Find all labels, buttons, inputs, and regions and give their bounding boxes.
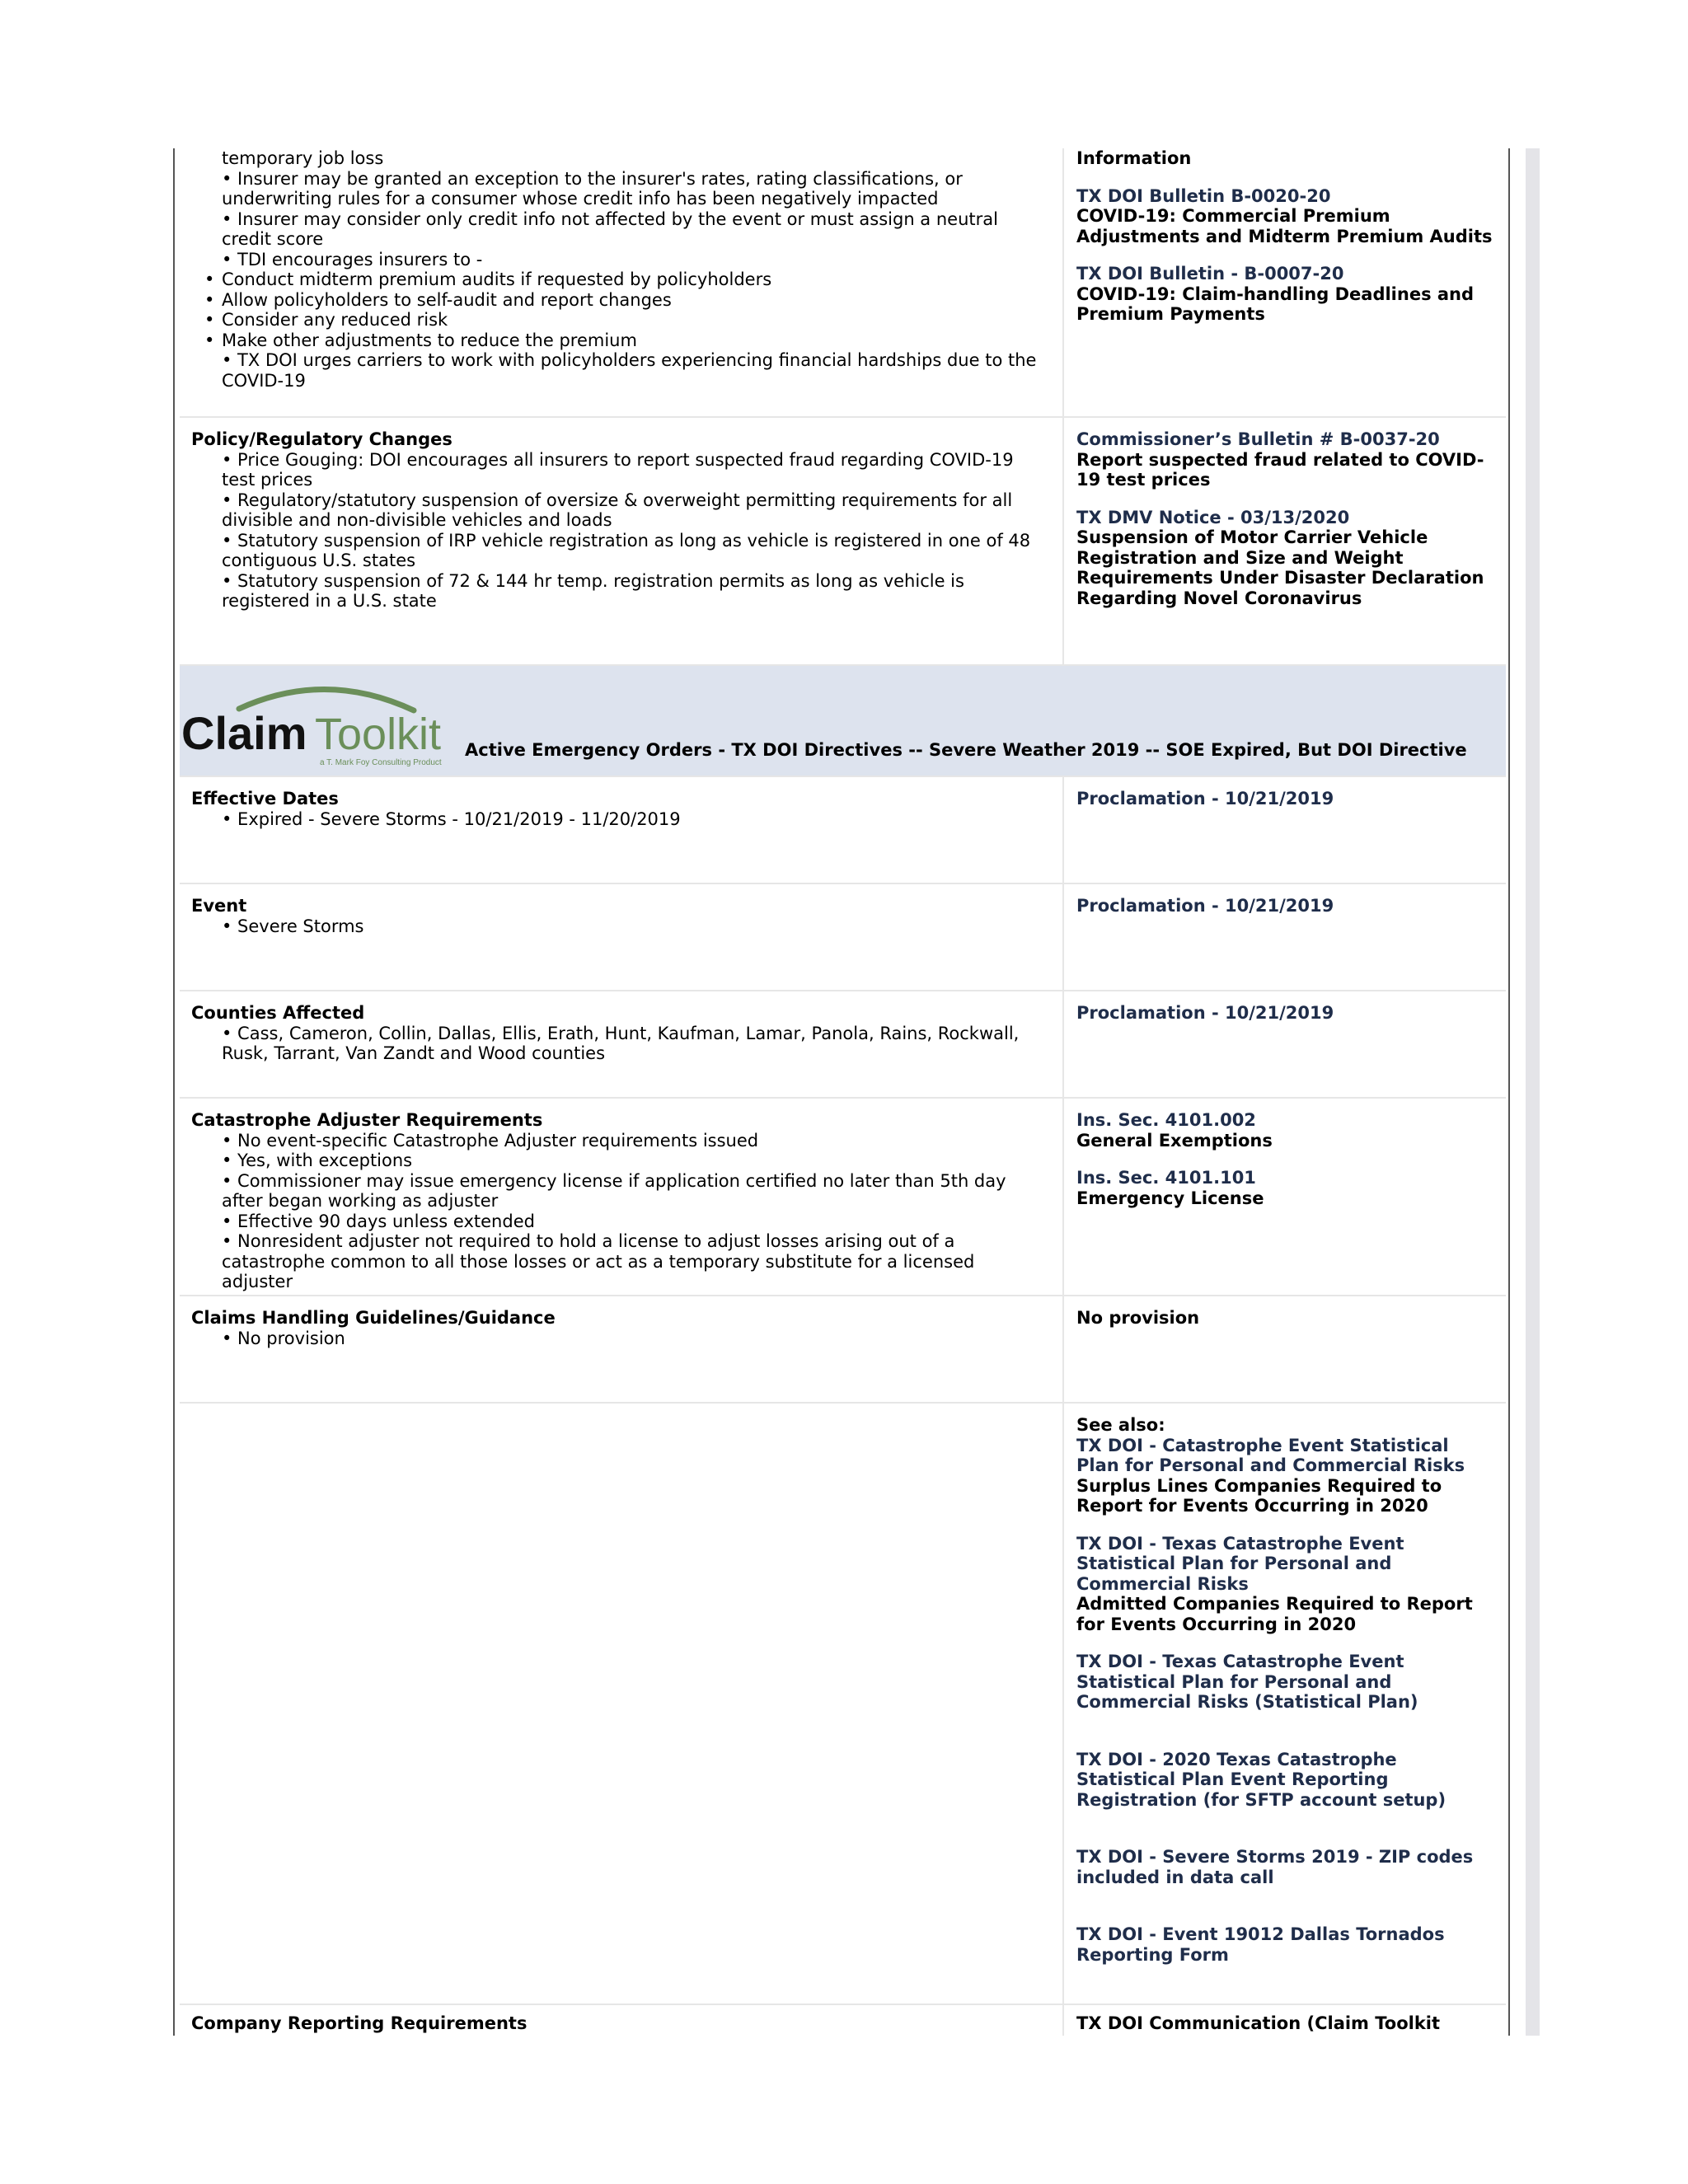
row-left-cell [180, 1296, 1064, 1402]
logo-word-claim: Claim [181, 707, 307, 759]
row-left-cell [180, 991, 1064, 1097]
scrollbar-track[interactable] [1526, 148, 1540, 2036]
row-left-cell [180, 884, 1064, 990]
see-also-label: See also: [1076, 1415, 1165, 1435]
reference-description: Report suspected fraud related to COVID-19 test prices [1076, 449, 1484, 490]
row-left-cell [180, 148, 1064, 416]
row-heading: Policy/Regulatory Changes [191, 429, 452, 449]
reference-link[interactable]: TX DOI - Texas Catastrophe Event Statistical Plan for Personal and Commercial Risks [1076, 1533, 1404, 1594]
list-item: • Price Gouging: DOI encourages all insurers to report suspected fraud regarding COVID-19 test prices [222, 449, 1014, 490]
list-item: • Cass, Cameron, Collin, Dallas, Ellis, Erath, Hunt, Kaufman, Lamar, Panola, Rains, Rockwall, Rusk, Tarrant, Van Zandt and Wood counties [222, 1023, 1020, 1063]
list-item: • Make other adjustments to reduce the premium [191, 330, 1051, 351]
row-heading: Company Reporting Requirements [191, 2013, 528, 2033]
table-row-see-also [180, 1404, 1506, 2005]
table-row-company-reporting [180, 2005, 1506, 2036]
reference-link[interactable]: TX DOI Bulletin B-0020-20 [1076, 185, 1331, 206]
reference-link[interactable]: TX DOI - Catastrophe Event Statistical Plan for Personal and Commercial Risks [1076, 1435, 1465, 1475]
list-item: temporary job loss [222, 148, 384, 168]
statute-link[interactable]: Ins. Sec. 4101.002 [1076, 1110, 1256, 1130]
reference-description: General Exemptions [1076, 1130, 1273, 1151]
list-item: • Regulatory/statutory suspension of oversize & overweight permitting requirements for all divisible and non-divisible vehicles and loads [222, 490, 1013, 530]
list-item: • Nonresident adjuster not required to hold a license to adjust losses arising out of a catastrophe common to all those losses or act as a temporary substitute for a licensed adjuster [222, 1231, 975, 1291]
reference-link[interactable]: Commissioner’s Bulletin # B-0037-20 [1076, 429, 1440, 449]
reference-description: COVID-19: Commercial Premium Adjustments and Midterm Premium Audits [1076, 206, 1493, 246]
statute-link[interactable]: Ins. Sec. 4101.101 [1076, 1168, 1256, 1188]
table-left-border [173, 148, 175, 2036]
list-item: • Statutory suspension of IRP vehicle registration as long as vehicle is registered in one of 48 contiguous U.S. states [222, 530, 1031, 570]
logo-word-toolkit: Toolkit [315, 710, 442, 759]
list-item: • Insurer may be granted an exception to the insurer's rates, rating classifications, or underwriting rules for a consumer whose credit info has been negatively impacted [222, 168, 963, 209]
table-row-premium-info [180, 148, 1506, 418]
list-item: • Conduct midterm premium audits if requested by policyholders [191, 269, 1051, 290]
proclamation-link[interactable]: Proclamation - 10/21/2019 [1076, 1003, 1334, 1023]
no-provision-text: No provision [1076, 1308, 1200, 1328]
proclamation-link[interactable]: Proclamation - 10/21/2019 [1076, 896, 1334, 916]
claim-toolkit-logo [181, 677, 445, 770]
row-heading: Event [191, 896, 247, 916]
row-left-cell [180, 418, 1064, 664]
row-left-cell [180, 1404, 1064, 2004]
row-left-cell [180, 1099, 1064, 1295]
row-heading: Effective Dates [191, 789, 339, 808]
banner-title: Active Emergency Orders - TX DOI Directives -- Severe Weather 2019 -- SOE Expired, But DOI Directive [465, 740, 1467, 760]
list-item: • Effective 90 days unless extended [222, 1211, 535, 1231]
reference-link[interactable]: TX DMV Notice - 03/13/2020 [1076, 507, 1350, 527]
proclamation-link[interactable]: Proclamation - 10/21/2019 [1076, 789, 1334, 808]
reference-description: Emergency License [1076, 1188, 1264, 1208]
section-banner [180, 666, 1506, 777]
list-item: • Allow policyholders to self-audit and report changes [191, 290, 1051, 311]
list-item: • No event-specific Catastrophe Adjuster requirements issued [222, 1130, 759, 1151]
row-heading: Claims Handling Guidelines/Guidance [191, 1308, 556, 1328]
list-item: • Expired - Severe Storms - 10/21/2019 - 11/20/2019 [222, 808, 681, 829]
list-item: • Consider any reduced risk [191, 310, 1051, 330]
list-item: • Statutory suspension of 72 & 144 hr temp. registration permits as long as vehicle is registered in a U.S. state [222, 570, 964, 611]
table-row-policy-changes [180, 418, 1506, 666]
list-item: • Insurer may consider only credit info not affected by the event or must assign a neutral credit score [222, 209, 998, 249]
row-heading: Catastrophe Adjuster Requirements [191, 1110, 543, 1130]
list-item: • Severe Storms [222, 916, 364, 936]
reference-description: Admitted Companies Required to Report for Events Occurring in 2020 [1076, 1594, 1473, 1634]
reference-description: Surplus Lines Companies Required to Report for Events Occurring in 2020 [1076, 1475, 1442, 1516]
list-item: • TDI encourages insurers to - [222, 249, 483, 269]
reference-link[interactable]: TX DOI - 2020 Texas Catastrophe Statistical Plan Event Reporting Registration (for SFTP account setup) [1076, 1749, 1447, 1810]
logo-tagline: a T. Mark Foy Consulting Product [320, 758, 442, 767]
row-right-cell [1065, 991, 1506, 1097]
row-heading: Counties Affected [191, 1003, 365, 1023]
row-right-cell [1065, 1404, 1506, 2004]
row-right-cell [1065, 884, 1506, 990]
table-row-counties [180, 991, 1506, 1099]
list-item: • No provision [222, 1328, 345, 1348]
reference-description: Suspension of Motor Carrier Vehicle Registration and Size and Weight Requirements Under Disaster Declaration Regarding Novel Coronavirus [1076, 527, 1484, 608]
reference-link[interactable]: TX DOI - Severe Storms 2019 - ZIP codes included in data call [1076, 1847, 1474, 1887]
row-right-cell [1065, 2005, 1506, 2036]
list-item: • Commissioner may issue emergency license if application certified no later than 5th day after began working as adjuster [222, 1170, 1006, 1211]
section-label: Information [1076, 148, 1192, 168]
row-right-cell [1065, 1099, 1506, 1295]
reference-link[interactable]: TX DOI - Texas Catastrophe Event Statistical Plan for Personal and Commercial Risks (Statistical Plan) [1076, 1652, 1418, 1712]
table-row-effective-dates [180, 777, 1506, 884]
row-right-cell [1065, 777, 1506, 883]
table-row-claims-handling [180, 1296, 1506, 1404]
row-right-cell [1065, 148, 1506, 416]
row-left-cell [180, 2005, 1064, 2036]
row-right-cell [1065, 418, 1506, 664]
row-left-cell [180, 777, 1064, 883]
list-item: • Yes, with exceptions [222, 1151, 413, 1170]
list-item: • TX DOI urges carriers to work with policyholders experiencing financial hardships due to the COVID-19 [222, 350, 1037, 391]
reference-description: COVID-19: Claim-handling Deadlines and Premium Payments [1076, 284, 1475, 324]
table-row-event [180, 884, 1506, 991]
table-right-border [1508, 148, 1510, 2036]
row-right-cell [1065, 1296, 1506, 1402]
reference-link[interactable]: TX DOI - Event 19012 Dallas Tornados Reporting Form [1076, 1924, 1445, 1965]
communication-label: TX DOI Communication (Claim Toolkit [1076, 2013, 1441, 2033]
reference-link[interactable]: TX DOI Bulletin - B-0007-20 [1076, 264, 1344, 284]
table-row-cat-adjuster [180, 1099, 1506, 1296]
